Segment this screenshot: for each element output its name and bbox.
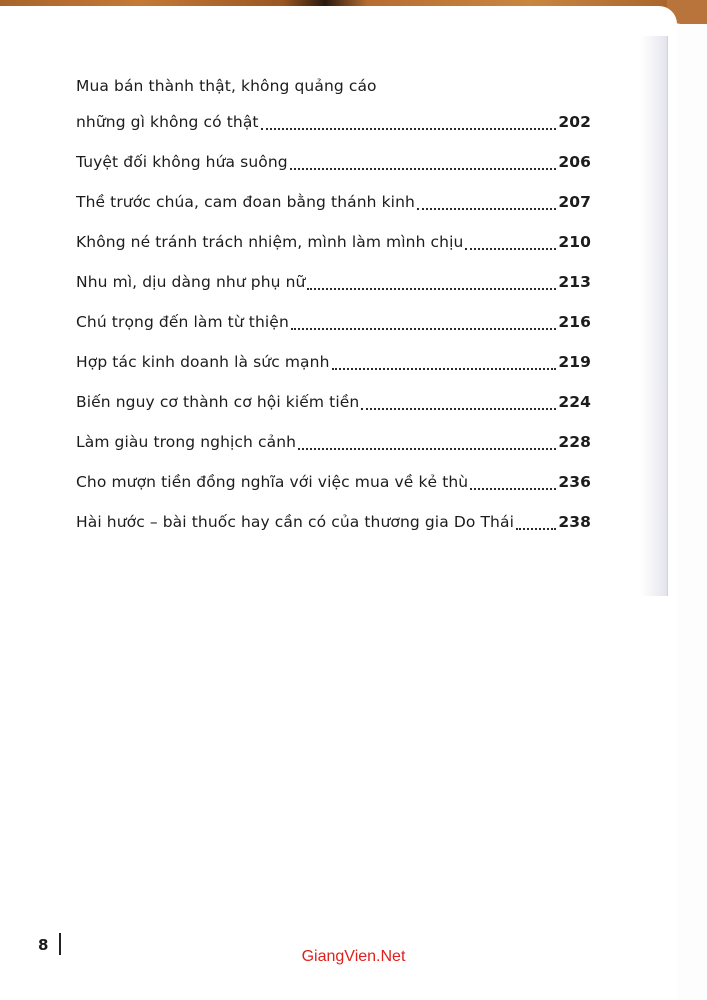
toc-entry <box>76 190 591 230</box>
dot-leader <box>298 430 556 450</box>
toc-entry-title: Tuyệt đối không hứa suông <box>76 153 288 171</box>
toc-entry-page: 224 <box>558 393 591 411</box>
toc-entry-title: Nhu mì, dịu dàng như phụ nữ <box>76 273 306 291</box>
toc-entry <box>76 470 591 510</box>
toc-entry-page: 207 <box>558 193 591 211</box>
page-curl-shadow <box>640 36 668 596</box>
toc-entry-title: Hài hước – bài thuốc hay cần có của thương gia Do Thái <box>76 513 514 531</box>
toc-entry-title: Làm giàu trong nghịch cảnh <box>76 433 297 451</box>
toc-entry-title: Hợp tác kinh doanh là sức mạnh <box>76 353 330 371</box>
toc-entry-title: Mua bán thành thật, không quảng cáo <box>76 77 377 95</box>
dot-leader <box>291 310 556 330</box>
dot-leader <box>361 390 556 410</box>
dot-leader <box>470 470 556 490</box>
dot-leader <box>261 110 557 130</box>
toc-entry-title: Cho mượn tiền đồng nghĩa với việc mua về kẻ thù <box>76 473 469 491</box>
toc-entry-page: 213 <box>558 273 591 291</box>
toc-entry-title-line <box>76 74 591 110</box>
dot-leader <box>465 230 556 250</box>
toc-entry <box>76 510 591 550</box>
toc-entry-page: 206 <box>558 153 591 171</box>
toc-entry-page: 216 <box>558 313 591 331</box>
dot-leader <box>417 190 556 210</box>
toc-entry-page: 228 <box>558 433 591 451</box>
toc-entry <box>76 150 591 190</box>
toc-entry <box>76 230 591 270</box>
toc-entry-page: 238 <box>558 513 591 531</box>
toc-entry-page: 202 <box>558 113 591 131</box>
page-number: 8 <box>38 936 49 954</box>
dot-leader <box>516 510 556 530</box>
toc-entry-title: Thề trước chúa, cam đoan bằng thánh kinh <box>76 193 415 211</box>
toc-entry-title: Biến nguy cơ thành cơ hội kiếm tiền <box>76 393 360 411</box>
toc-entry-title: những gì không có thật <box>76 113 259 131</box>
dot-leader <box>332 350 557 370</box>
toc-entry <box>76 390 591 430</box>
toc-entry-page: 219 <box>558 353 591 371</box>
toc-entry-page: 236 <box>558 473 591 491</box>
dot-leader <box>307 270 556 290</box>
toc-entry <box>76 430 591 470</box>
dot-leader <box>290 150 557 170</box>
toc-entry <box>76 270 591 310</box>
toc-entry-page: 210 <box>558 233 591 251</box>
toc-entry-title: Chú trọng đến làm từ thiện <box>76 313 289 331</box>
toc-entry <box>76 350 591 390</box>
toc-entry-title: Không né tránh trách nhiệm, mình làm mình chịu <box>76 233 464 251</box>
watermark: GiangVien.Net <box>301 948 406 965</box>
toc-entry <box>76 310 591 350</box>
toc-entry <box>76 110 591 150</box>
table-of-contents <box>76 74 591 550</box>
